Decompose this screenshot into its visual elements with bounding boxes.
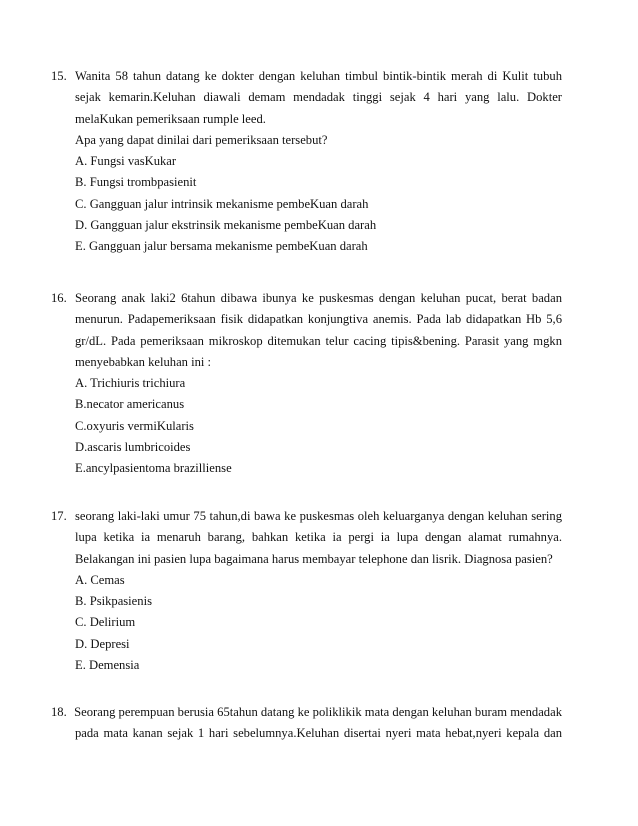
- question-number: 15.: [51, 69, 67, 83]
- question-15: [51, 66, 562, 258]
- question-stem-first-line: [51, 288, 562, 309]
- question-16: [51, 288, 562, 480]
- question-number: 18.: [51, 705, 67, 719]
- answer-option-a: A. Fungsi vasKukar: [75, 154, 177, 169]
- answer-option-b: B. Fungsi trombpasienit: [75, 175, 197, 190]
- question-number: 17.: [51, 509, 67, 523]
- question-text-line: menurun. Padapemeriksaan fisik didapatkan konjungtiva anemis. Pada lab didapatkan Hb 5,6: [75, 312, 562, 327]
- answer-option-c: C. Gangguan jalur intrinsik mekanisme pembeKuan darah: [75, 196, 369, 211]
- question-prompt: Apa yang dapat dinilai dari pemeriksaan tersebut?: [75, 132, 328, 147]
- question-text-line: pada mata kanan sejak 1 hari sebelumnya.Keluhan disertai nyeri mata hebat,nyeri kepala dan: [75, 726, 562, 741]
- answer-option-e: E.ancylpasientoma brazilliense: [75, 461, 232, 476]
- question-17: [51, 506, 562, 676]
- question-text-line: Seorang anak laki2 6tahun dibawa ibunya ke puskesmas dengan keluhan pucat, berat badan: [75, 291, 562, 305]
- question-stem-first-line: [51, 506, 562, 527]
- question-text-line: lupa ketika ia menaruh barang, bahkan ketika ia pergi ia lupa dengan alamat rumahnya.: [75, 530, 562, 545]
- answer-option-b: B.necator americanus: [75, 397, 185, 412]
- question-stem-first-line: [51, 702, 562, 723]
- answer-option-d: D. Depresi: [75, 636, 130, 651]
- question-text-line: sejak kemarin.Keluhan diawali demam mendadak tinggi sejak 4 hari yang lalu. Dokter: [75, 90, 562, 105]
- question-stem-first-line: [51, 66, 562, 87]
- answer-option-c: C.oxyuris vermiKularis: [75, 418, 194, 433]
- question-18: [51, 702, 562, 745]
- answer-option-e: E. Demensia: [75, 658, 140, 673]
- answer-option-a: A. Trichiuris trichiura: [75, 376, 186, 391]
- answer-option-b: B. Psikpasienis: [75, 594, 152, 609]
- question-number: 16.: [51, 291, 67, 305]
- answer-option-a: A. Cemas: [75, 572, 125, 587]
- answer-option-d: D.ascaris lumbricoides: [75, 440, 191, 455]
- answer-option-c: C. Delirium: [75, 615, 136, 630]
- question-text-line: seorang laki-laki umur 75 tahun,di bawa ke puskesmas oleh keluarganya dengan keluhan sering: [75, 509, 562, 523]
- question-prompt: Belakangan ini pasien lupa bagaimana harus membayar telephone dan lisrik. Diagnosa pasien?: [75, 551, 553, 566]
- question-text-line: melaKukan pemeriksaan rumple leed.: [75, 111, 266, 126]
- question-prompt: menyebabkan keluhan ini :: [75, 354, 212, 369]
- answer-option-d: D. Gangguan jalur ekstrinsik mekanisme pembeKuan darah: [75, 218, 377, 233]
- question-text-line: Wanita 58 tahun datang ke dokter dengan keluhan timbul bintik-bintik merah di Kulit tubuh: [75, 69, 562, 83]
- question-text-line: gr/dL. Pada pemeriksaan mikroskop ditemukan telur cacing tipis&bening. Parasit yang mgkn: [75, 333, 562, 348]
- question-text-line: Seorang perempuan berusia 65tahun datang ke poliklikik mata dengan keluhan buram mendadak: [74, 705, 562, 719]
- answer-option-e: E. Gangguan jalur bersama mekanisme pembeKuan darah: [75, 239, 368, 254]
